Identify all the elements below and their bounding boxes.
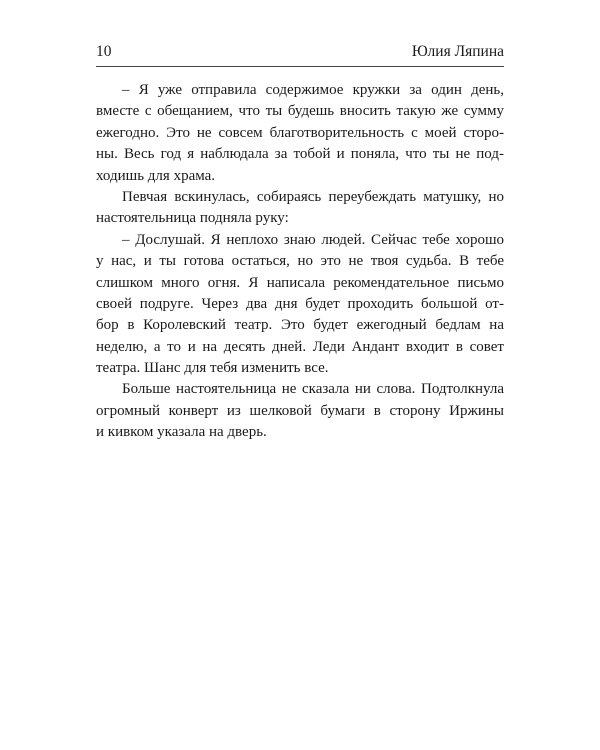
page-header — [96, 41, 504, 63]
text-line: неделю, а то и на десять дней. Леди Андант входит в совет — [96, 338, 504, 355]
text-line: – Я уже отправила содержимое кружки за один день, — [122, 82, 504, 98]
text-line: Больше настоятельница не сказала ни слова. Подтолкнула — [122, 381, 504, 398]
text-line: огромный конверт из шелковой бумаги в сторону Иржины — [96, 402, 504, 419]
text-line: бор в Королевский театр. Это будет ежегодный бедлам на — [96, 317, 504, 334]
text-line: у нас, и ты готова остаться, но это не твоя судьба. В тебе — [96, 253, 504, 270]
text-line: театра. Шанс для тебя изменить все. — [96, 360, 329, 377]
text-line: слишком много огня. Я написала рекомендательное письмо — [96, 274, 504, 291]
page-number: 10 — [96, 43, 112, 60]
text-line: – Дослушай. Я неплохо знаю людей. Сейчас тебе хорошо — [122, 231, 504, 248]
text-line: вместе с обещанием, что ты будешь вносить такую же сумму — [96, 103, 504, 120]
text-line: и кивком указала на дверь. — [96, 424, 267, 441]
text-line: настоятельница подняла руку: — [96, 210, 289, 227]
running-title: Юлия Ляпина — [411, 43, 504, 60]
text-line: ны. Весь год я наблюдала за тобой и поняла, что ты не под- — [96, 146, 504, 163]
header-rule — [96, 66, 504, 67]
text-line: ходишь для храма. — [96, 167, 216, 184]
body-text — [96, 80, 504, 444]
text-line: Певчая вскинулась, собираясь переубеждать матушку, но — [122, 188, 504, 205]
text-line: своей подруге. Через два дня будет проходить большой от- — [96, 295, 504, 312]
text-line: ежегодно. Это не совсем благотворительность с моей сторо- — [96, 124, 504, 141]
